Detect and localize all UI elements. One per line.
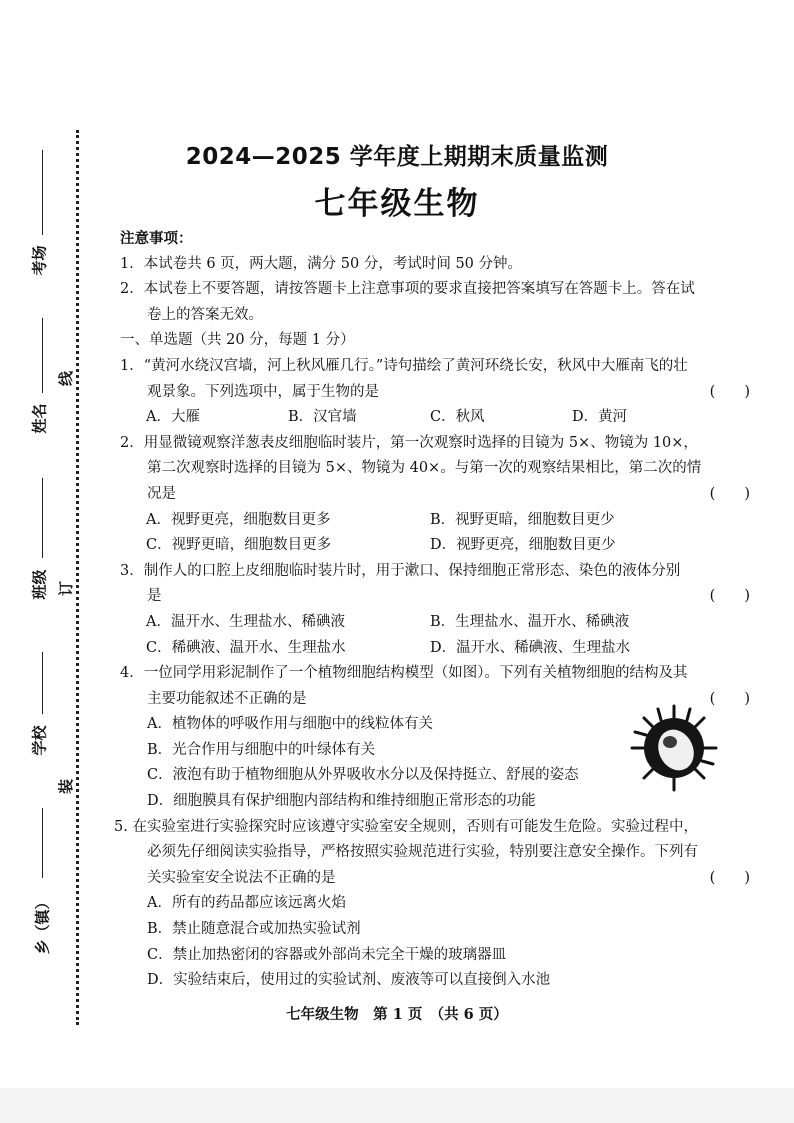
option: B．视野更暗，细胞数目更少: [430, 511, 615, 528]
question-5-text-line: 关实验室安全说法不正确的是: [147, 869, 336, 886]
option: D．实验结束后，使用过的实验试剂、废液等可以直接倒入水池: [147, 972, 551, 989]
question-1-text: [120, 380, 750, 406]
plant-cell-model-figure: [628, 702, 720, 794]
answer-paren: ( ): [709, 588, 750, 605]
question-1-text: 1．“黄河水绕汉宫墙，河上秋风雁几行。”诗句描绘了黄河环绕长安，秋风中大雁南飞的壮: [120, 357, 688, 374]
page-footer: 七年级生物 第 1 页 （共 6 页）: [286, 1006, 508, 1023]
question-3-options: [120, 610, 750, 636]
question-1-options: [120, 405, 750, 431]
option: B．生理盐水、温开水、稀碘液: [430, 613, 630, 630]
option: C．稀碘液、温开水、生理盐水: [146, 639, 346, 656]
option: D．温开水、稀碘液、生理盐水: [430, 639, 631, 656]
option: B．禁止随意混合或加热实验试剂: [147, 921, 361, 938]
question-3-text: [120, 584, 750, 610]
school-label: 学校: [30, 725, 49, 756]
question-2-text: 2．用显微镜观察洋葱表皮细胞临时装片，第一次观察时选择的目镜为 5×、物镜为 10×，: [120, 434, 698, 451]
page-gap: [0, 1088, 794, 1123]
option: D．细胞膜具有保护细胞内部结构和维持细胞正常形态的功能: [147, 793, 536, 810]
question-5-text: [120, 866, 750, 892]
answer-paren: ( ): [709, 485, 750, 502]
class-blank: [42, 478, 43, 558]
question-2-options: [120, 533, 750, 559]
option: C．禁止加热密闭的容器或外部尚未完全干燥的玻璃器皿: [147, 946, 507, 963]
section-heading: 一、单选题（共 20 分，每题 1 分）: [120, 332, 355, 349]
notice-item: 1．本试卷共 6 页，两大题，满分 50 分，考试时间 50 分钟。: [120, 255, 523, 272]
option: A．温开水、生理盐水、稀碘液: [146, 613, 345, 630]
school-blank: [42, 652, 43, 714]
option: D．视野更亮，细胞数目更少: [430, 537, 616, 554]
option: B．光合作用与细胞中的叶绿体有关: [147, 741, 376, 758]
name-blank: [42, 318, 43, 393]
question-2-text: 第二次观察时选择的目镜为 5×、物镜为 40×。与第一次的观察结果相比，第二次的情: [147, 460, 702, 477]
township-blank: [42, 808, 43, 878]
question-2-text-line: 况是: [147, 485, 176, 502]
township-label: 乡（镇）: [33, 894, 52, 955]
field-name: [12, 318, 52, 458]
question-4-text: 4．一位同学用彩泥制作了一个植物细胞结构模型（如图）。下列有关植物细胞的结构及其: [120, 665, 688, 682]
binding-char-order: 订: [57, 580, 76, 597]
question-3-text: 3．制作人的口腔上皮细胞临时装片时，用于漱口、保持细胞正常形态、染色的液体分别: [120, 562, 681, 579]
option: D．黄河: [572, 409, 628, 426]
exam-subtitle: 七年级生物: [314, 186, 480, 222]
question-4-text-line: 主要功能叙述不正确的是: [147, 690, 307, 707]
name-label: 姓名: [30, 403, 49, 434]
option: B．汉官墙: [288, 409, 357, 426]
notice-heading: 注意事项：: [120, 230, 193, 247]
option: C．视野更暗，细胞数目更多: [146, 537, 332, 554]
exam-room-label: 考场: [30, 245, 49, 276]
question-5-text: 必须先仔细阅读实验指导，严格按照实验规范进行实验，特别要注意安全操作。下列有: [147, 844, 698, 861]
question-5-text: 5. 在实验室进行实验探究时应该遵守实验室安全规则，否则有可能发生危险。实验过程中，: [114, 818, 698, 835]
binding-char-bind: 装: [57, 778, 76, 795]
option: C．液泡有助于植物细胞从外界吸收水分以及保持挺立、舒展的姿态: [147, 767, 579, 784]
question-3-options: [120, 636, 750, 662]
answer-paren: ( ): [709, 690, 750, 707]
option: A．植物体的呼吸作用与细胞中的线粒体有关: [147, 716, 433, 733]
class-label: 班级: [30, 569, 49, 600]
question-2-text: [120, 482, 750, 508]
question-2-options: [120, 508, 750, 534]
field-class: [12, 478, 52, 618]
option: A．所有的药品都应该远离火焰: [147, 895, 346, 912]
answer-paren: ( ): [709, 383, 750, 400]
binding-char-line: 线: [57, 370, 76, 387]
option: A．视野更亮，细胞数目更多: [146, 511, 331, 528]
field-township: [12, 808, 52, 958]
exam-content: [114, 226, 750, 994]
option: C．秋风: [430, 409, 485, 426]
question-3-text-line: 是: [147, 588, 162, 605]
option: A．大雁: [146, 409, 200, 426]
answer-paren: ( ): [709, 869, 750, 886]
binding-dotted-line: [76, 130, 79, 1025]
notice-item: 2．本试卷上不要答题，请按答题卡上注意事项的要求直接把答案填写在答题卡上。答在试: [120, 281, 695, 298]
question-1-text-line: 观景象。下列选项中，属于生物的是: [147, 383, 379, 400]
field-school: [12, 652, 52, 792]
exam-title: 2024—2025 学年度上期期末质量监测: [185, 144, 609, 170]
notice-item: 卷上的答案无效。: [147, 306, 263, 323]
